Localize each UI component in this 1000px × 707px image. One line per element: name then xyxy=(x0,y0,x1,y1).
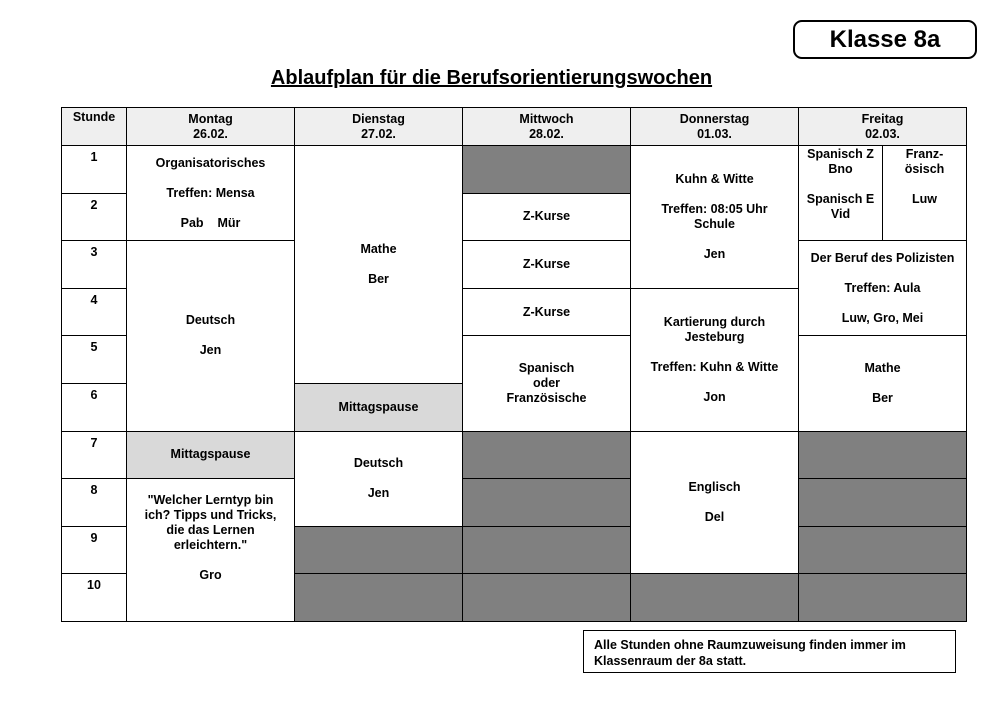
hour-label: 8 xyxy=(62,479,127,527)
mittwoch-free-slot xyxy=(463,574,631,622)
mittwoch-z-kurse: Z-Kurse xyxy=(463,288,631,336)
header-mittwoch: Mittwoch 28.02. xyxy=(463,108,631,146)
dienstag-free-slot xyxy=(295,574,463,622)
room-note: Alle Stunden ohne Raumzuweisung finden immer im Klassenraum der 8a statt. xyxy=(583,630,956,673)
hour-label: 10 xyxy=(62,574,127,622)
header-dienstag: Dienstag 27.02. xyxy=(295,108,463,146)
dienstag-mathe: Mathe Ber xyxy=(295,146,463,384)
hour-label: 7 xyxy=(62,431,127,479)
hour-row xyxy=(62,479,967,527)
schedule-table xyxy=(61,107,967,622)
freitag-spanisch: Spanisch Z Bno Spanisch E Vid xyxy=(799,146,883,241)
mittwoch-free-slot xyxy=(463,146,631,194)
donnerstag-kartierung: Kartierung durch Jesteburg Treffen: Kuhn & Witte Jon xyxy=(631,288,799,431)
montag-organisatorisches: Organisatorisches Treffen: Mensa Pab Mür xyxy=(127,146,295,241)
donnerstag-englisch: Englisch Del xyxy=(631,431,799,574)
hour-row xyxy=(62,146,967,194)
header-stunde: Stunde xyxy=(62,108,127,146)
mittwoch-spanisch-franzoesisch: Spanisch oder Französische xyxy=(463,336,631,431)
page-title: Ablaufplan für die Berufsorientierungswochen xyxy=(270,67,713,89)
mittwoch-free-slot xyxy=(463,526,631,574)
dienstag-mittagspause: Mittagspause xyxy=(295,383,463,431)
montag-mittagspause: Mittagspause xyxy=(127,431,295,479)
header-donnerstag: Donnerstag 01.03. xyxy=(631,108,799,146)
freitag-free-slot xyxy=(799,526,967,574)
hour-label: 6 xyxy=(62,383,127,431)
mittwoch-z-kurse: Z-Kurse xyxy=(463,193,631,241)
freitag-free-slot xyxy=(799,574,967,622)
montag-lerntyp: "Welcher Lerntyp bin ich? Tipps und Tricks, die das Lernen erleichtern." Gro xyxy=(127,479,295,622)
hour-label: 3 xyxy=(62,241,127,289)
freitag-free-slot xyxy=(799,479,967,527)
freitag-polizist: Der Beruf des Polizisten Treffen: Aula Luw, Gro, Mei xyxy=(799,241,967,336)
hour-row xyxy=(62,241,967,289)
hour-label: 1 xyxy=(62,146,127,194)
freitag-mathe: Mathe Ber xyxy=(799,336,967,431)
mittwoch-free-slot xyxy=(463,431,631,479)
mittwoch-z-kurse: Z-Kurse xyxy=(463,241,631,289)
donnerstag-free-slot xyxy=(631,574,799,622)
mittwoch-free-slot xyxy=(463,479,631,527)
freitag-franzoesisch: Franz- ösisch Luw xyxy=(883,146,967,241)
hour-row xyxy=(62,431,967,479)
dienstag-free-slot xyxy=(295,526,463,574)
montag-deutsch: Deutsch Jen xyxy=(127,241,295,431)
class-badge: Klasse 8a xyxy=(793,20,977,59)
hour-label: 5 xyxy=(62,336,127,384)
hour-label: 2 xyxy=(62,193,127,241)
hour-label: 4 xyxy=(62,288,127,336)
donnerstag-kuhn-witte: Kuhn & Witte Treffen: 08:05 Uhr Schule Jen xyxy=(631,146,799,289)
header-montag: Montag 26.02. xyxy=(127,108,295,146)
freitag-free-slot xyxy=(799,431,967,479)
header-row xyxy=(62,108,967,146)
hour-label: 9 xyxy=(62,526,127,574)
header-freitag: Freitag 02.03. xyxy=(799,108,967,146)
dienstag-deutsch: Deutsch Jen xyxy=(295,431,463,526)
